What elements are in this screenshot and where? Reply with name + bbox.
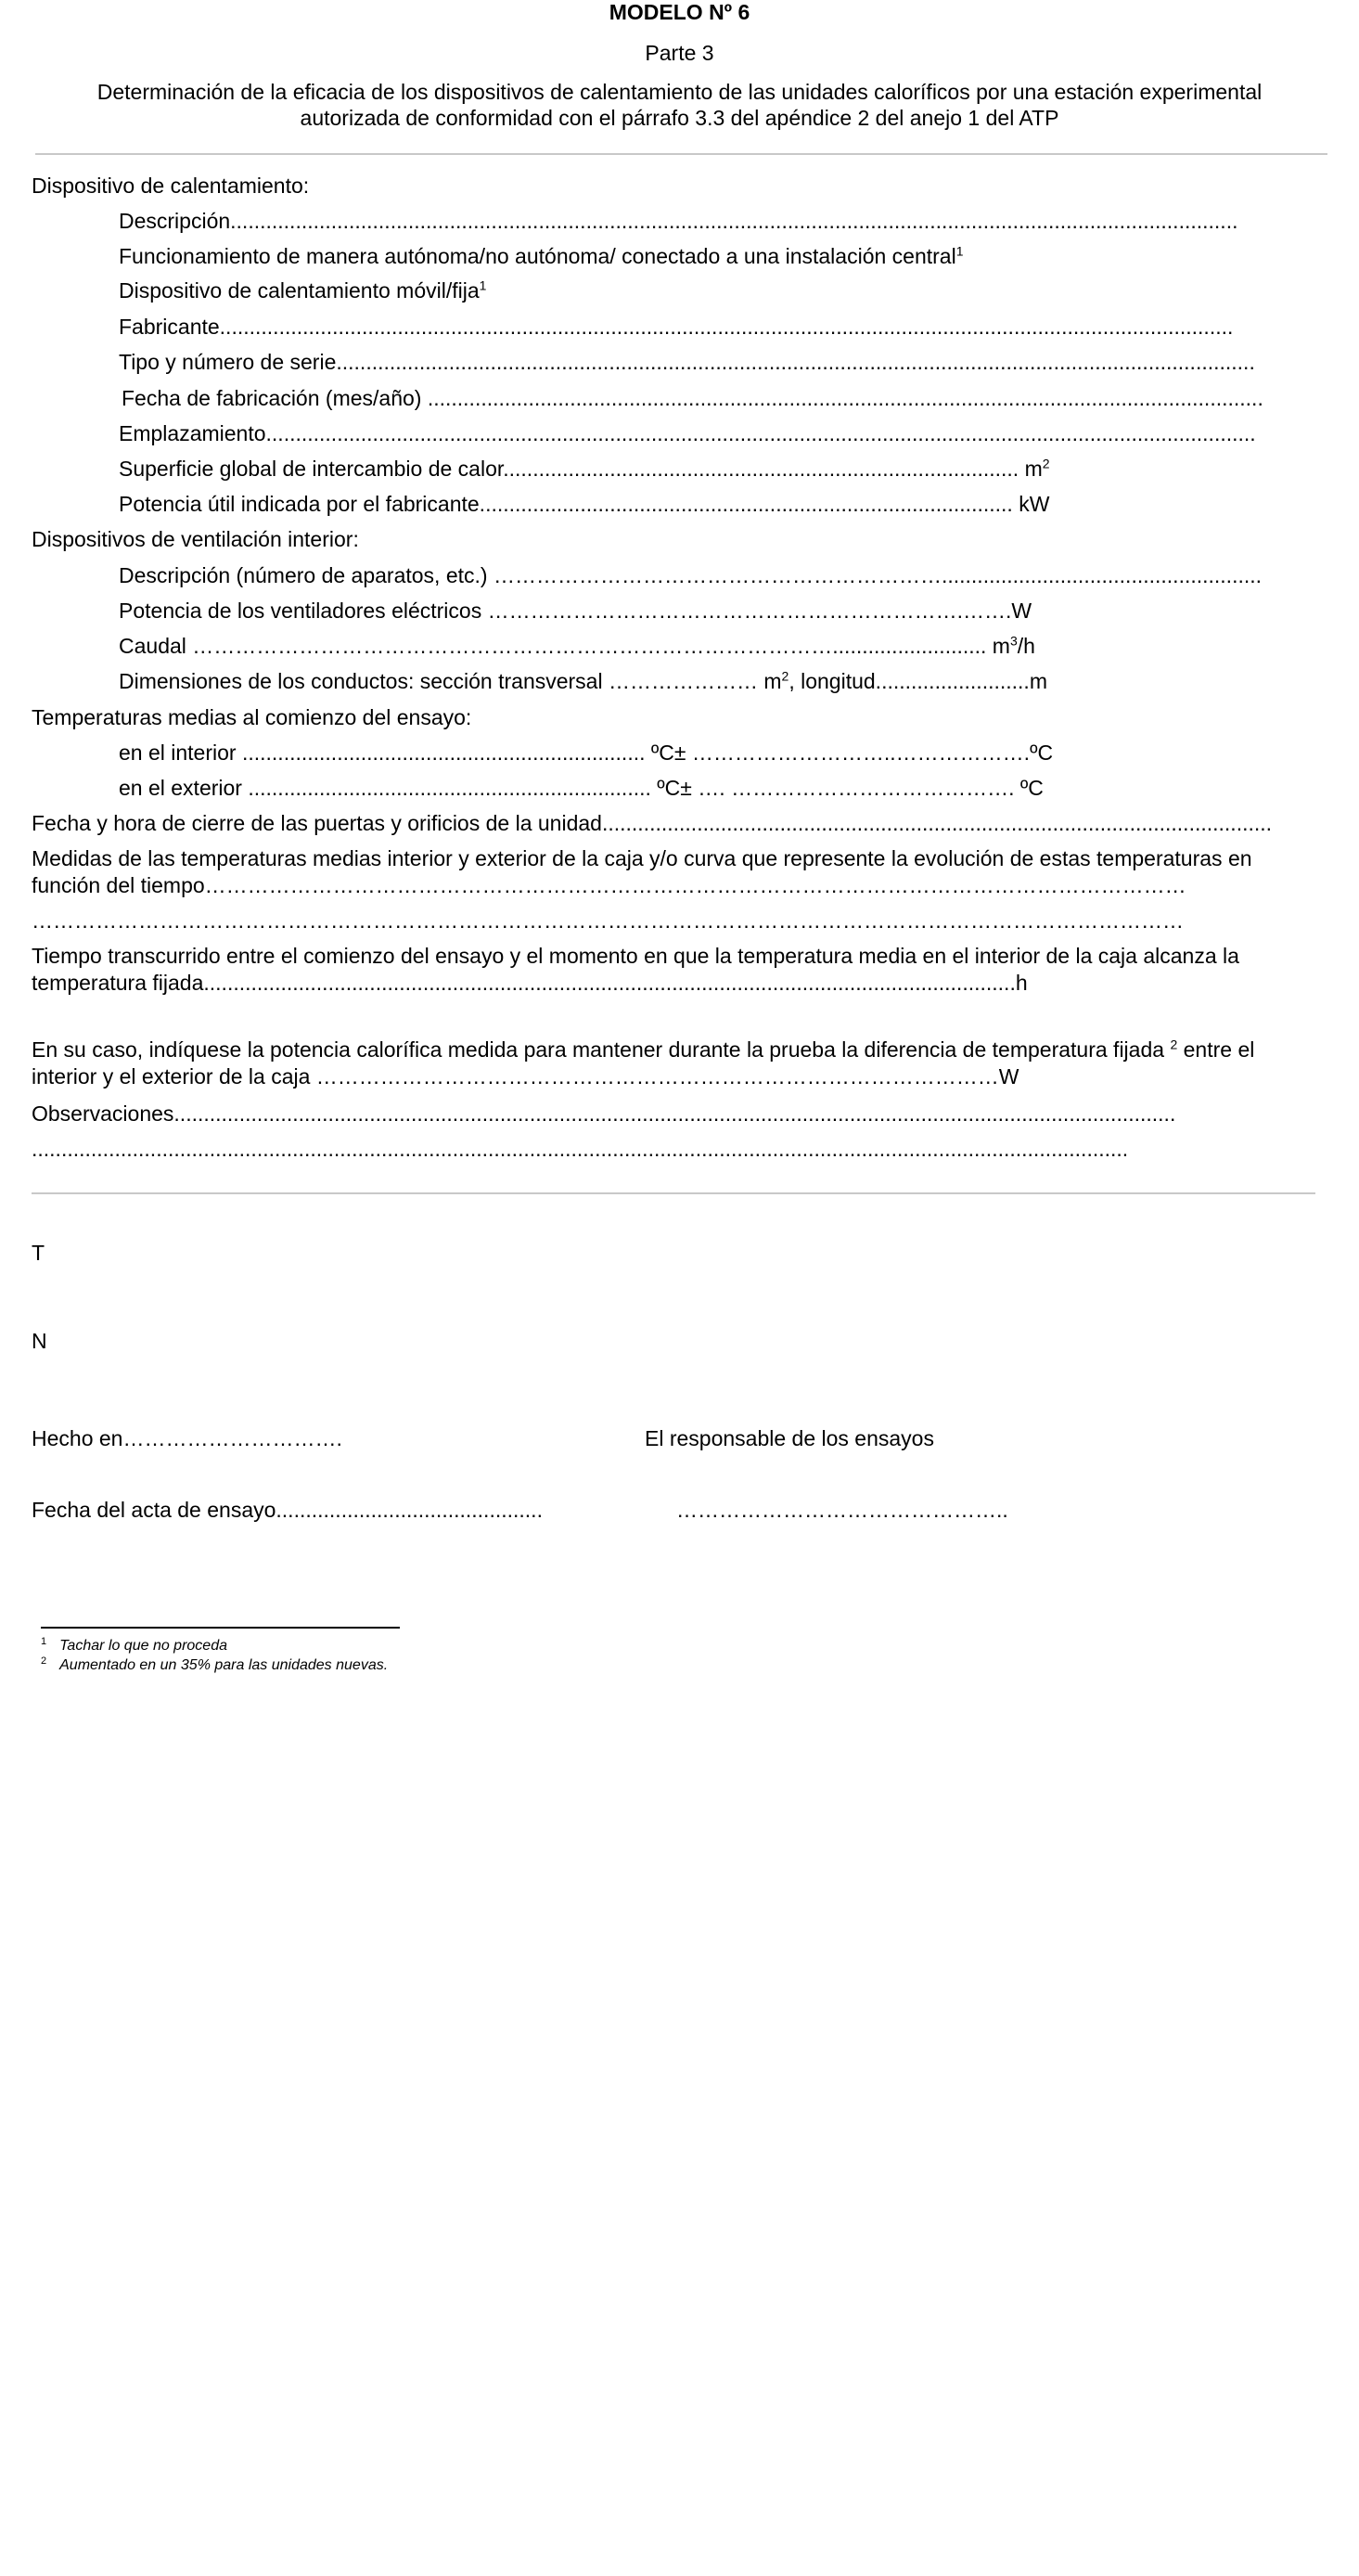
signature-line: ……………………………………….. [676, 1498, 1008, 1522]
measures-line-3: ……………………………………………………………………………………………………………………………………………… [32, 908, 1184, 933]
observations-continuation: ......................................................................................................................................................................................... [32, 1137, 1129, 1161]
type-serial-field: Tipo y número de serie........................................................................................................................................................... [119, 350, 1255, 374]
outside-temperature-field: en el exterior .................................................................... ºC± …. …………………………………. ºC [119, 776, 1044, 800]
location-field: Emplazamiento....................................................................................................................................................................... [119, 421, 1256, 445]
footnote-2 [41, 1657, 388, 1674]
heating-heading: Dispositivo de calentamiento: [32, 174, 310, 198]
conclusion-paragraph-1: T [32, 1241, 45, 1265]
inside-temperature-field: en el interior .................................................................... ºC± ………………………..……………….ºC [119, 741, 1054, 765]
cube-superscript: 3 [1009, 633, 1018, 649]
footnote-ref-1: 1 [955, 243, 964, 259]
exchange-surface-label: Superficie global de intercambio de calor....................................................................................... m [119, 457, 1043, 481]
flow-rate-label: Caudal ……………………………………………………………………………….......................... m [119, 634, 1010, 658]
header-divider [35, 153, 1327, 155]
document-title-line-1: Determinación de la eficacia de los dispositivos de calentamiento de las unidades caloríficos por una estación experimental [96, 80, 1263, 104]
measured-power-line-1 [32, 1037, 1254, 1063]
flow-rate-field [119, 633, 1035, 659]
measured-power-line-2: interior y el exterior de la caja ……………………………………………………………………………………W [32, 1064, 1019, 1088]
heating-operation-label: Funcionamiento de manera autónoma/no autónoma/ conectado a una instalación central [119, 244, 956, 268]
footnote-text: Tachar lo que no proceda [59, 1638, 227, 1654]
ventilation-description-field: Descripción (número de aparatos, etc.) ………………………………………………………...................................................... [119, 563, 1263, 587]
footnote-ref-1: 1 [479, 277, 487, 293]
heating-mobile-field [119, 277, 486, 303]
footnote-ref-2: 2 [1170, 1037, 1178, 1052]
measured-power-text: En su caso, indíquese la potencia calorífica medida para mantener durante la prueba la diferencia de temperatura fijada [32, 1037, 1165, 1062]
flow-rate-unit: /h [1017, 634, 1035, 658]
heating-description-field: Descripción.......................................................................................................................................................................... [119, 209, 1238, 233]
rated-power-field: Potencia útil indicada por el fabricante.......................................................................................... kW [119, 492, 1050, 516]
fan-power-field: Potencia de los ventiladores eléctricos ………………………………………………………….…….W [119, 599, 1032, 623]
document-title-line-2: autorizada de conformidad con el párrafo 3.3 del apéndice 2 del anejo 1 del ATP [300, 106, 1059, 130]
exchange-surface-field [119, 456, 1050, 482]
ventilation-heading: Dispositivos de ventilación interior: [32, 527, 359, 551]
duct-length-label: , longitud..........................m [788, 669, 1047, 693]
measures-line-1: Medidas de las temperaturas medias interior y exterior de la caja y/o curva que represente la evolución de estas temperaturas en [32, 846, 1252, 870]
square-superscript: 2 [1042, 456, 1050, 471]
square-superscript: 2 [781, 668, 789, 684]
heating-operation-field [119, 243, 964, 269]
footnote-mark: 1 [41, 1635, 47, 1647]
footnote-divider [41, 1627, 400, 1629]
footnote-mark: 2 [41, 1655, 47, 1667]
responsible-label: El responsable de los ensayos [645, 1426, 934, 1450]
temperatures-heading: Temperaturas medias al comienzo del ensayo: [32, 705, 472, 729]
footnote-1 [41, 1635, 227, 1655]
part-label: Parte 3 [645, 41, 714, 65]
elapsed-time-line-1: Tiempo transcurrido entre el comienzo del ensayo y el momento en que la temperatura media en el interior de la caja alcanza la [32, 944, 1239, 968]
elapsed-time-line-2: temperatura fijada.........................................................................................................................................h [32, 971, 1028, 995]
observations-field: Observaciones......................................................................................................................................................................... [32, 1101, 1176, 1126]
model-title: MODELO Nº 6 [609, 0, 750, 24]
manufacturer-field: Fabricante........................................................................................................................................................................... [119, 315, 1234, 339]
report-date-field: Fecha del acta de ensayo............................................. [32, 1498, 543, 1522]
conclusion-paragraph-2: N [32, 1329, 47, 1353]
door-closing-field: Fecha y hora de cierre de las puertas y orificios de la unidad................................................................................................................. [32, 811, 1273, 835]
section-divider [32, 1192, 1315, 1194]
measures-line-2: función del tiempo………………………………………………………………………………………………………………………… [32, 873, 1186, 897]
footnote-text: Aumentado en un 35% para las unidades nuevas. [59, 1657, 389, 1673]
place-field: Hecho en…………………………. [32, 1426, 342, 1450]
manufacture-date-field: Fecha de fabricación (mes/año) ............................................................................................................................................. [122, 386, 1263, 410]
measured-power-text-end: entre el [1183, 1037, 1255, 1062]
duct-section-label: Dimensiones de los conductos: sección transversal ………………… m [119, 669, 782, 693]
heating-mobile-label: Dispositivo de calentamiento móvil/fija [119, 278, 480, 303]
duct-dimensions-field [119, 668, 1047, 694]
